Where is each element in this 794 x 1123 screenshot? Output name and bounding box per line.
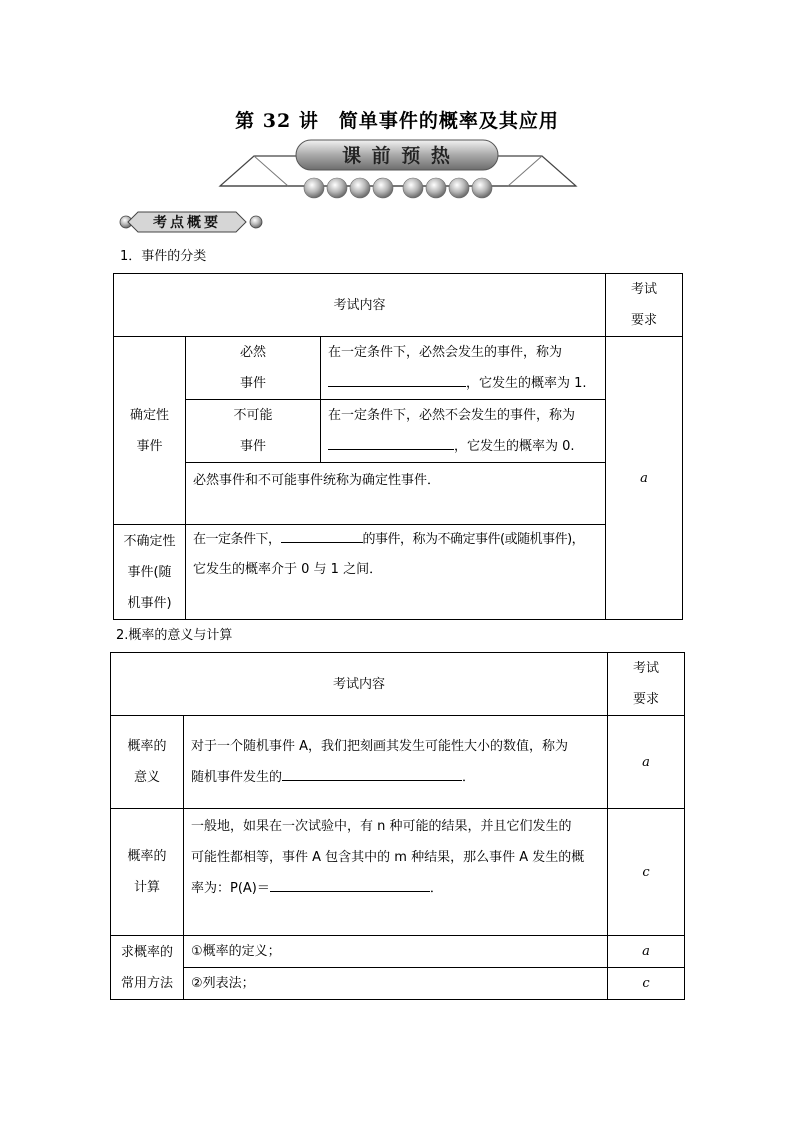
event-classification-table xyxy=(113,273,683,620)
row-methods-name: 求概率的 常用方法 xyxy=(111,936,184,1000)
section1-heading: 1．事件的分类 xyxy=(120,249,207,264)
row-calc-name: 概率的 计算 xyxy=(111,809,184,936)
probability-table xyxy=(110,652,685,1000)
row-certain-summary: 必然事件和不可能事件统称为确定性事件． xyxy=(186,463,606,525)
answer-blank[interactable] xyxy=(282,763,462,781)
row-impossible-text: 在一定条件下，必然不会发生的事件，称为 ，它发生的概率为 0. xyxy=(321,400,606,463)
header-requirement: 考试 要求 xyxy=(606,274,683,337)
table-row xyxy=(114,463,683,525)
banner-graphic xyxy=(218,136,578,204)
section-tag-label: 考点概要 xyxy=(153,215,221,231)
header-content: 考试内容 xyxy=(114,274,606,337)
table-row xyxy=(111,936,685,968)
table-row xyxy=(111,809,685,936)
table-header-row xyxy=(114,274,683,337)
answer-blank[interactable] xyxy=(281,525,363,543)
requirement-value: c xyxy=(608,968,685,1000)
answer-blank[interactable] xyxy=(270,874,430,892)
requirement-value: a xyxy=(606,337,683,620)
table-row xyxy=(111,716,685,809)
table-row xyxy=(114,525,683,620)
row-impossible-name: 不可能 事件 xyxy=(186,400,321,463)
table-row xyxy=(114,400,683,463)
group-certain-event: 确定性 事件 xyxy=(114,337,186,525)
table-header-row xyxy=(111,653,685,716)
requirement-value: a xyxy=(608,716,685,809)
table-row xyxy=(111,968,685,1000)
row-method-definition: ①概率的定义； xyxy=(184,936,608,968)
header-content: 考试内容 xyxy=(111,653,608,716)
page-title: 第 32 讲 简单事件的概率及其应用 xyxy=(235,110,559,132)
requirement-value: c xyxy=(608,809,685,936)
row-certain-text: 在一定条件下，必然会发生的事件，称为 ，它发生的概率为 1. xyxy=(321,337,606,400)
banner-label: 课 前 预 热 xyxy=(342,145,452,167)
section-tag xyxy=(118,209,268,235)
row-certain-name: 必然 事件 xyxy=(186,337,321,400)
table-row xyxy=(114,337,683,400)
requirement-value: a xyxy=(608,936,685,968)
group-random-event: 不确定性 事件(随 机事件) xyxy=(114,525,186,620)
answer-blank[interactable] xyxy=(328,369,466,387)
answer-blank[interactable] xyxy=(328,432,454,450)
row-meaning-name: 概率的 意义 xyxy=(111,716,184,809)
header-requirement: 考试 要求 xyxy=(608,653,685,716)
row-meaning-text: 对于一个随机事件 A，我们把刻画其发生可能性大小的数值，称为 随机事件发生的 ． xyxy=(184,716,608,809)
section2-heading: 2.概率的意义与计算 xyxy=(116,628,233,643)
row-random-text: 在一定条件下， 的事件，称为不确定事件(或随机事件)， 它发生的概率介于 0 与 1 之间． xyxy=(186,525,606,620)
bead-decoration xyxy=(304,178,492,198)
row-calc-text: 一般地，如果在一次试验中，有 n 种可能的结果，并且它们发生的 可能性都相等，事件 A 包含其中的 m 种结果，那么事件 A 发生的概 率为：P(A)＝ ． xyxy=(184,809,608,936)
row-method-table: ②列表法； xyxy=(184,968,608,1000)
